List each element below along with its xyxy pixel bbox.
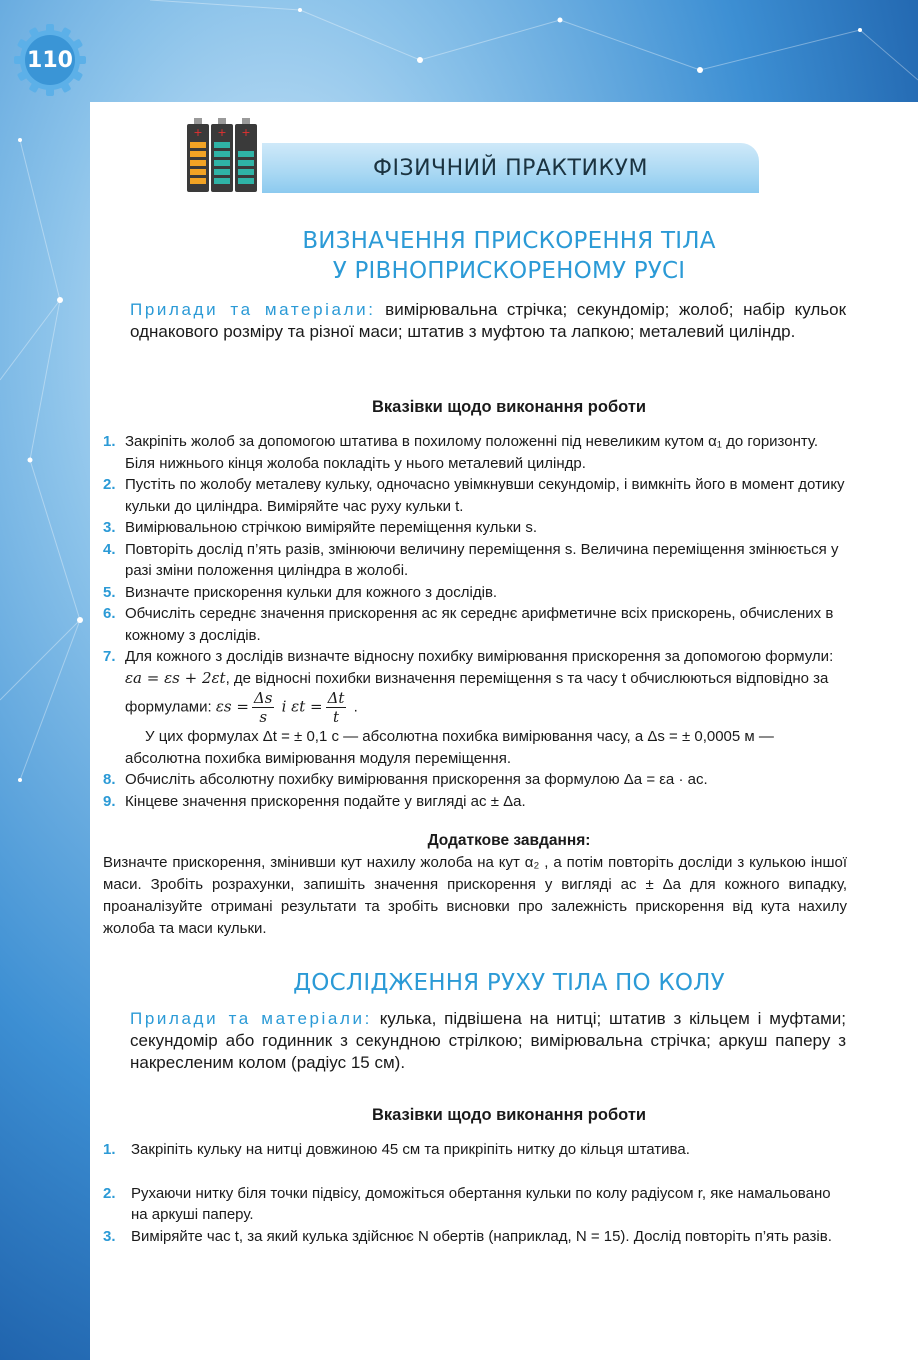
list-item: 5. Визначте прискорення кульки для кожного з дослідів. bbox=[103, 583, 498, 601]
list-item: 6. Обчисліть середнє значення прискорення aс як середнє арифметичне всіх прискорень, обчислених в кожному з дослідів. bbox=[103, 605, 834, 644]
section1-steps bbox=[103, 431, 847, 812]
list-item: 1. Закріпіть жолоб за допомогою штатива в похилому положенні під невеликим кутом α₁ до горизонту. Біля нижнього кінця жолоба покладіть у нього металевий циліндр. bbox=[103, 433, 819, 472]
list-item: 3. Виміряйте час t, за який кулька здійснює N обертів (наприклад, N = 15). Дослід повторіть п’ять разів. bbox=[103, 1227, 832, 1245]
section1-materials bbox=[130, 299, 846, 343]
list-item: 1. Закріпіть кульку на нитці довжиною 45 см та прикріпіть нитку до кільця штатива. bbox=[103, 1141, 690, 1158]
extra-task-heading: Додаткове завдання: bbox=[427, 832, 591, 849]
step7-text3: У цих формулах Δt = ± 0,1 с — абсолютна похибка вимірювання часу, а Δs = ± 0,0005 м — абсолютна похибка вимірювання модуля переміщення. bbox=[125, 728, 774, 767]
materials-label: Прилади та матеріали: bbox=[130, 1009, 372, 1028]
batteries-icon bbox=[184, 118, 268, 199]
formula-relative-error: εa = εs + 2εt bbox=[125, 668, 226, 687]
section2-title: ДОСЛІДЖЕННЯ РУХУ ТІЛА ПО КОЛУ bbox=[293, 970, 725, 996]
header-band bbox=[262, 143, 759, 193]
section1-title-line2: У РІВНОПРИСКОРЕНОМУ РУСІ bbox=[332, 258, 686, 284]
step7-text2: , де відносні похибки визначення переміщення s та часу t обчислюються відповідно за формулами: bbox=[125, 669, 829, 716]
svg-text:+: + bbox=[217, 126, 227, 139]
page-number: 110 bbox=[27, 47, 73, 73]
list-item: 8. Обчисліть абсолютну похибку вимірювання прискорення за формулою Δa = εa · aс. bbox=[103, 771, 708, 788]
step7-text1: Для кожного з дослідів визначте відносну похибку вимірювання прискорення за допомогою формули: bbox=[125, 648, 834, 665]
list-item: 7. Для кожного з дослідів визначте відносну похибку вимірювання прискорення за допомогою формули: εa = εs + 2εt, де відносні похибки визначення переміщення s та часу t обчислюються відповідно за формулами: εs = $\frac{\Delta s}{s}$ і εt = $\frac{\Delta t}{t}$ . У цих формулах Δt = ± 0,1 с — абсолютна похибка вимірювання часу, а Δs = ± 0,0005 м — абсолютна похибка вимірювання модуля переміщення. bbox=[103, 646, 847, 769]
fraction-ds-s: $\frac{\Delta s}{s}$ bbox=[253, 689, 273, 726]
materials-label: Прилади та матеріали: bbox=[130, 300, 376, 319]
svg-text:+: + bbox=[193, 126, 203, 139]
section2-materials bbox=[130, 1008, 846, 1074]
section1-title-line1: ВИЗНАЧЕННЯ ПРИСКОРЕННЯ ТІЛА bbox=[302, 228, 716, 254]
formula-eps-s-prefix: εs = bbox=[215, 697, 249, 716]
materials-text: кулька, підвішена на нитці; штатив з кільцем і муфтами; секундомір або годинник з секундною стрілкою; вимірювальна стрічка; аркуш паперу з накресленим колом (радіус 15 см). bbox=[130, 1009, 847, 1072]
extra-task-text: Визначте прискорення, змінивши кут нахилу жолоба на кут α₂ , а потім повторіть досліди з кулькою іншої маси. Зробіть розрахунки, запишіть значення прискорення у вигляді aс ± Δa для кожного випадку, проаналізуйте отримані результати та зробіть висновки про залежність прискорення від кута нахилу жолоба та маси кульки. bbox=[103, 854, 847, 937]
list-item: 3. Вимірювальною стрічкою виміряйте переміщення кульки s. bbox=[103, 519, 538, 536]
list-item: 2. Рухаючи нитку біля точки підвісу, доможіться обертання кульки по колу радіусом r, яке намальовано на аркуші паперу. bbox=[103, 1184, 831, 1223]
section1-title bbox=[100, 226, 918, 286]
svg-text:+: + bbox=[241, 126, 251, 139]
formula-eps-t-prefix: і εt = bbox=[281, 697, 323, 716]
materials-text: вимірювальна стрічка; секундомір; жолоб; набір кульок однакового розміру та різної маси; штатив з муфтою та лапкою; металевий циліндр. bbox=[130, 300, 847, 341]
list-item: 9. Кінцеве значення прискорення подайте у вигляді aс ± Δa. bbox=[103, 792, 526, 810]
list-item: 4. Повторіть дослід п’ять разів, змінюючи величину переміщення s. Величина переміщення змінюється у разі зміни положення циліндра в жолобі. bbox=[103, 540, 839, 579]
section2-steps bbox=[103, 1139, 847, 1247]
header-title: ФІЗИЧНИЙ ПРАКТИКУМ bbox=[373, 155, 648, 181]
section2-instructions-heading: Вказівки щодо виконання роботи bbox=[371, 1106, 647, 1124]
list-item: 2. Пустіть по жолобу металеву кульку, одночасно увімкнувши секундомір, і вимкніть його в момент дотику кульки до циліндра. Виміряйте час руху кульки t. bbox=[103, 476, 845, 515]
section1-instructions-heading: Вказівки щодо виконання роботи bbox=[371, 398, 647, 416]
page-number-badge bbox=[12, 22, 88, 98]
fraction-dt-t: $\frac{\Delta t}{t}$ bbox=[327, 689, 345, 726]
